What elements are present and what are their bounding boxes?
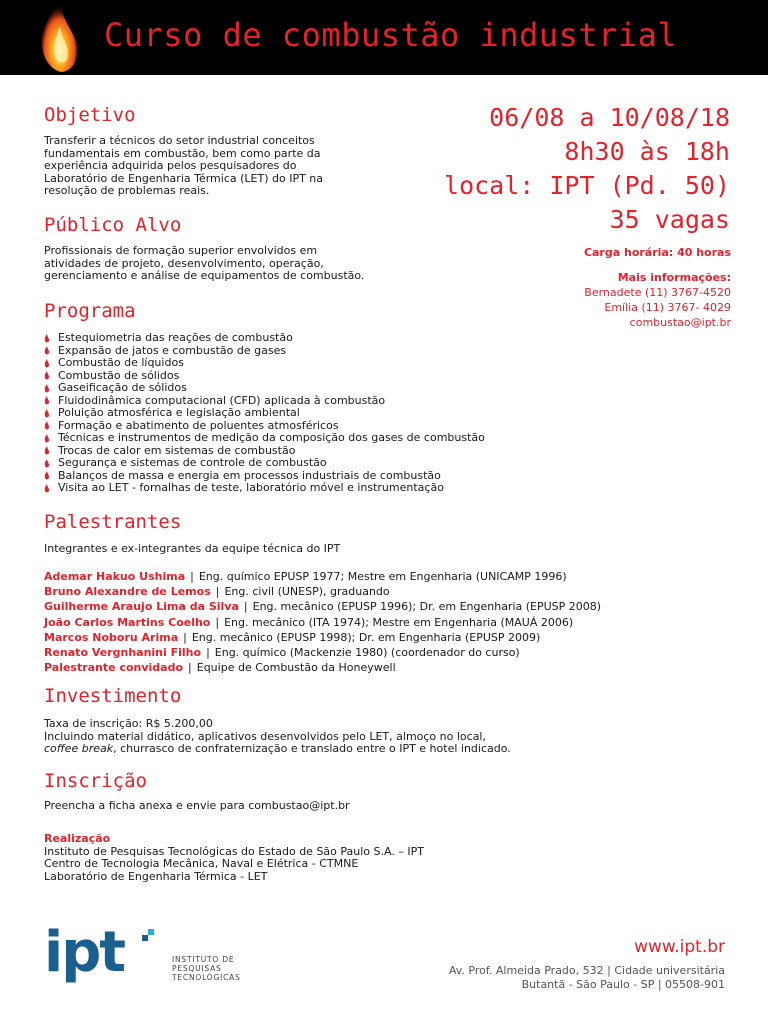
flame-bullet-icon [44,421,50,430]
text-line: Centro de Tecnologia Mecânica, Naval e Elétrica - CTMNE [44,857,359,871]
text-line: experiência adquirida pelos pesquisadores do [44,159,297,173]
flame-bullet-icon [44,459,50,468]
text-line-rest: , churrasco de confraternização e translado entre o IPT e hotel indicado. [113,742,511,756]
speaker-row [44,569,601,584]
event-location: local: IPT (Pd. 50) [444,171,730,200]
separator: | [183,630,187,644]
logo-text [172,955,241,982]
list-item-text: Fluidodinâmica computacional (CFD) aplicada à combustão [58,393,386,407]
coffee-break-text: coffee break [44,742,114,756]
event-time: 8h30 às 18h [564,137,730,166]
flame-bullet-icon [44,359,50,368]
list-item-text: Trocas de calor em sistemas de combustão [58,443,296,457]
speaker-name: Marcos Noboru Arima [44,630,179,644]
list-item-text: Segurança e sistemas de controle de combustão [58,456,327,469]
flame-bullet-icon [44,346,50,355]
separator: | [215,585,220,599]
speaker-desc: Eng. químico (Mackenzie 1980) (coordenador do curso) [214,645,520,659]
inscricao-heading: Inscrição [44,770,147,792]
list-item-text: Combustão de sólidos [58,368,180,382]
contact-phone-1: Bernadete (11) 3767-4520 [584,286,731,299]
list-item-text: Formação e abatimento de poluentes atmosféricos [58,418,339,432]
speaker-name: Guilherme Araujo Lima da Silva [44,600,239,614]
programa-list [44,332,485,495]
taxa-text: Taxa de inscrição: R$ 5.200,00 [44,717,213,730]
event-dates: 06/08 a 10/08/18 [489,103,730,132]
ipt-logo [44,920,244,990]
speaker-desc: Eng. civil (UNESP), graduando [224,585,390,599]
list-item-text: Poluição atmosférica e legislação ambiental [58,406,300,419]
text-line [44,743,511,756]
list-item [44,332,485,345]
speaker-desc: Eng. químico EPUSP 1977; Mestre em Engenharia (UNICAMP 1996) [198,570,567,583]
logo-square-icon [142,935,148,941]
list-item [44,432,485,445]
separator: | [206,645,210,659]
separator: | [243,600,248,614]
list-item-text: Expansão de jatos e combustão de gases [58,343,287,357]
flame-bullet-icon [44,446,50,455]
list-item-text: Gaseificação de sólidos [58,381,187,394]
list-item-text: Técnicas e instrumentos de medição da composição dos gases de combustão [58,431,485,444]
flame-bullet-icon [44,384,50,393]
flame-icon [22,0,92,75]
text-line: gerenciamento e análise de equipamentos de combustão. [44,269,365,283]
website-link[interactable]: www.ipt.br [634,937,725,957]
flame-bullet-icon [44,334,50,343]
address [449,964,725,992]
text-line: fundamentais em combustão, bem como parte da [44,146,321,160]
speaker-row [44,599,601,614]
text-line: Laboratório de Engenharia Térmica - LET [44,869,268,883]
text-line: Incluindo material didático, aplicativos desenvolvidos pelo LET, almoço no local, [44,729,486,743]
logo-line: INSTITUTO DE [172,955,235,964]
logo-line: PESQUISAS [172,964,222,973]
list-item-text: Visita ao LET - fornalhas de teste, laboratório móvel e instrumentação [58,481,444,494]
flame-bullet-icon [44,484,50,493]
logo-wordmark: ipt [44,920,125,985]
speaker-row [44,645,601,660]
speaker-desc: Equipe de Combustão da Honeywell [196,661,396,675]
objetivo-heading: Objetivo [44,104,136,126]
speaker-row [44,660,601,675]
list-item [44,457,485,470]
flame-bullet-icon [44,409,50,418]
list-item [44,382,485,395]
page-title: Curso de combustão industrial [104,16,678,54]
objetivo-text [44,135,323,198]
address-line: Butantã - São Paulo - SP | 05508-901 [521,978,725,991]
list-item-text: Combustão de líquidos [58,356,184,369]
separator: | [188,661,192,675]
speaker-name: Palestrante convidado [44,661,184,675]
logo-square-icon [148,929,154,935]
speaker-desc: Eng. mecânico (EPUSP 1998); Dr. em Engenharia (EPUSP 2009) [191,630,541,644]
realizacao-block [44,833,424,883]
speaker-list [44,569,601,675]
contact-email[interactable]: combustao@ipt.br [629,316,731,329]
separator: | [190,570,194,583]
address-line: Av. Prof. Almeida Prado, 532 | Cidade universitária [448,964,725,977]
text-line: Laboratório de Engenharia Térmica (LET) do IPT na [44,171,324,185]
mais-info-label: Mais informações: [617,271,731,284]
speaker-desc: Eng. mecânico (EPUSP 1996); Dr. em Engenharia (EPUSP 2008) [252,600,602,614]
logo-line: TECNOLÓGICAS [172,973,241,982]
text-line: atividades de projeto, desenvolvimento, operação, [44,256,324,270]
speaker-desc: Eng. mecânico (ITA 1974); Mestre em Engenharia (MAUÁ 2006) [224,615,574,629]
list-item-text: Balanços de massa e energia em processos industriais de combustão [58,468,441,482]
publico-heading: Público Alvo [44,214,182,236]
speaker-row [44,630,601,645]
event-vagas: 35 vagas [609,205,730,234]
speaker-name: Ademar Hakuo Ushima [44,570,186,583]
publico-text [44,245,364,283]
event-info [444,101,730,237]
separator: | [215,615,220,629]
carga-text: Carga horária: 40 horas [583,246,731,259]
speaker-name: Renato Vergnhanini Filho [44,645,202,659]
investimento-text [44,718,511,756]
contact-info [584,270,731,330]
inscricao-text: Preencha a ficha anexa e envie para combustao@ipt.br [44,799,350,812]
programa-heading: Programa [44,300,136,322]
text-line: Profissionais de formação superior envolvidos em [44,244,318,257]
speaker-row [44,615,601,630]
text-line: resolução de problemas reais. [44,184,210,198]
investimento-heading: Investimento [44,685,182,707]
flame-bullet-icon [44,434,50,443]
flame-bullet-icon [44,371,50,380]
carga-horaria [584,245,731,260]
speaker-name: Bruno Alexandre de Lemos [44,585,211,599]
speaker-name: João Carlos Martins Coelho [44,615,211,629]
palestrantes-heading: Palestrantes [44,511,182,533]
realizacao-label: Realização [44,832,111,845]
list-item [44,482,485,495]
text-line: Transferir a técnicos do setor industrial conceitos [44,134,315,147]
flame-bullet-icon [44,471,50,480]
header-banner [0,0,768,75]
flame-bullet-icon [44,396,50,405]
palestrantes-intro: Integrantes e ex-integrantes da equipe técnica do IPT [44,542,341,555]
text-line: Instituto de Pesquisas Tecnológicas do Estado de São Paulo S.A. – IPT [44,844,424,858]
list-item-text: Estequiometria das reações de combustão [58,331,293,344]
list-item [44,357,485,370]
contact-phone-2: Emília (11) 3767- 4029 [604,301,731,314]
list-item [44,407,485,420]
speaker-row [44,584,601,599]
